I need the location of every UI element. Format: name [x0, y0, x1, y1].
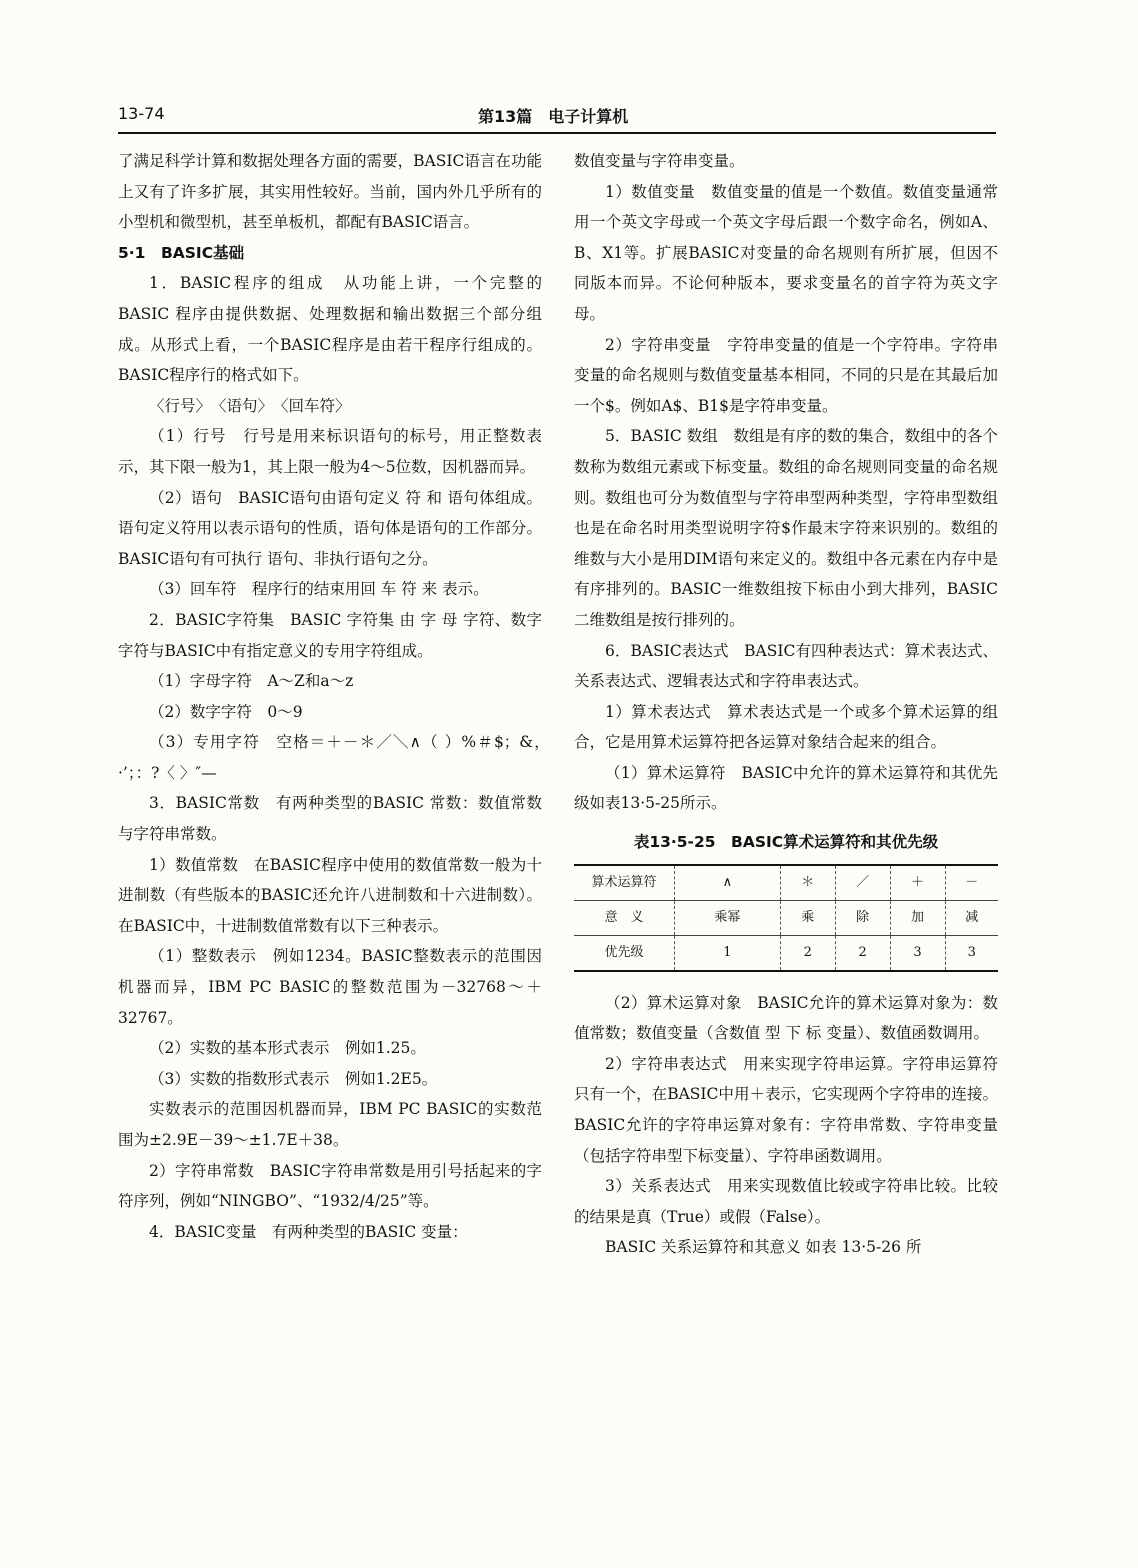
paragraph: （2）数字字符 0～9 [149, 702, 303, 721]
paragraph: 4．BASIC变量 有两种类型的BASIC 变量： [149, 1222, 468, 1241]
paragraph: BASIC 关系运算符和其意义 如表 13·5-26 所 [605, 1238, 922, 1257]
paragraph: 2）字符串常数 BASIC字符串常数是用引号括起来的字符序列，例如“NINGBO”、“1932/4/25”等。 [118, 1161, 542, 1211]
paragraph: 2）字符串表达式 用来实现字符串运算。字符串运算符只有一个，在BASIC中用＋表示，它实现两个字符串的连接。BASIC允许的字符串运算对象有：字符串常数、字符串变量（包括字符串型下标变量）、字符串函数调用。 [574, 1054, 998, 1165]
table-cell: 乘 [780, 900, 835, 935]
section-heading: 5·1 BASIC基础 [118, 243, 245, 262]
paragraph: 2）字符串变量 字符串变量的值是一个字符串。字符串变量的命名规则与数值变量基本相同，不同的只是在其最后加一个$。例如A$、B1$是字符串变量。 [574, 335, 998, 415]
table-cell: 3 [890, 935, 945, 971]
paragraph: 3．BASIC常数 有两种类型的BASIC 常数：数值常数与字符串常数。 [118, 794, 542, 844]
paragraph: 数值变量与字符串变量。 [574, 152, 745, 170]
paragraph: 3）关系表达式 用来实现数值比较或字符串比较。比较的结果是真（True）或假（False）。 [574, 1177, 998, 1226]
paragraph: （2）实数的基本形式表示 例如1.25。 [149, 1039, 426, 1058]
paragraph: 2．BASIC字符集 BASIC 字符集 由 字 母 字符、数字字符与BASIC中有指定意义的专用字符组成。 [118, 610, 542, 660]
paragraph: 了满足科学计算和数据处理各方面的需要，BASIC语言在功能上又有了许多扩展，其实用性较好。当前，国内外几乎所有的小型机和微型机，甚至单板机，都配有BASIC语言。 [118, 152, 542, 232]
header-rule [118, 132, 996, 134]
paragraph: 1）算术表达式 算术表达式是一个或多个算术运算的组合，它是用算术运算符把各运算对象结合起来的组合。 [574, 702, 998, 752]
left-column [118, 146, 542, 1247]
table-cell: 意 义 [574, 900, 675, 935]
paragraph: 1）数值常数 在BASIC程序中使用的数值常数一般为十进制数（有些版本的BASIC还允许八进制数和十六进制数）。在BASIC中，十进制数值常数有以下三种表示。 [118, 855, 542, 935]
paragraph: 实数表示的范围因机器而异，IBM PC BASIC的实数范围为±2.9E－39～±1.7E＋38。 [118, 1100, 542, 1149]
table-cell: 减 [945, 900, 998, 935]
chapter-title: 第13篇 电子计算机 [478, 107, 629, 126]
page-header [118, 104, 998, 134]
paragraph: （3）回车符 程序行的结束用回 车 符 来 表示。 [149, 580, 489, 599]
right-column [574, 146, 998, 1263]
table-cell: 2 [780, 935, 835, 971]
table-cell: 2 [835, 935, 890, 971]
table-cell: － [945, 865, 998, 901]
paragraph: （2）语句 BASIC语句由语句定义 符 和 语句体组成。语句定义符用以表示语句的性质，语句体是语句的工作部分。BASIC语句有可执行 语句、非执行语句之分。 [118, 488, 542, 568]
table-cell: 除 [835, 900, 890, 935]
table-row [574, 935, 998, 971]
paragraph: 6．BASIC表达式 BASIC有四种表达式：算术表达式、关系表达式、逻辑表达式和字符串表达式。 [574, 641, 998, 691]
paragraph: （1）字母字符 A～Z和a～z [149, 672, 354, 691]
format-line: 〈行号〉 〈语句〉 〈回车符〉 [149, 396, 351, 415]
paragraph: （1）行号 行号是用来标识语句的标号，用正整数表示，其下限一般为1，其上限一般为4～5位数，因机器而异。 [118, 427, 542, 476]
paragraph: （1）整数表示 例如1234。BASIC整数表示的范围因机器而异，IBM PC BASIC的整数范围为－32768～＋32767。 [118, 947, 542, 1027]
paragraph: （3）实数的指数形式表示 例如1.2E5。 [149, 1069, 438, 1088]
table-cell: ＋ [890, 865, 945, 901]
table-title: 表13·5-25 BASIC算术运算符和其优先级 [633, 833, 939, 852]
paragraph: （1）算术运算符 BASIC中允许的算术运算符和其优先级如表13·5-25所示。 [574, 763, 998, 813]
table-cell: ＊ [780, 865, 835, 901]
table-cell: 算术运算符 [574, 865, 675, 901]
operator-table [574, 864, 998, 972]
table-cell: 乘幂 [675, 900, 781, 935]
page-number: 13-74 [118, 104, 165, 123]
table-row [574, 900, 998, 935]
table-cell: ／ [835, 865, 890, 901]
table-cell: 优先级 [574, 935, 675, 971]
paragraph: （3）专用字符 空格＝＋－＊／＼∧（ ）%＃$；&，·’；：?〈 〉″— [118, 733, 542, 782]
paragraph: （2）算术运算对象 BASIC允许的算术运算对象为：数值常数；数值变量（含数值 型 下 标 变量）、数值函数调用。 [574, 993, 998, 1043]
table-row [574, 865, 998, 901]
table-cell: 加 [890, 900, 945, 935]
paragraph: 1．BASIC程序的组成 从功能上讲，一个完整的 BASIC 程序由提供数据、处理数据和输出数据三个部分组成。从形式上看，一个BASIC程序是由若干程序行组成的。BASIC程序行的格式如下。 [118, 274, 542, 385]
paragraph: 1）数值变量 数值变量的值是一个数值。数值变量通常用一个英文字母或一个英文字母后跟一个数字命名，例如A、B、X1等。扩展BASIC对变量的命名规则有所扩展，但因不同版本而异。不论何种版本，要求变量名的首字符为英文字母。 [574, 182, 998, 323]
table-cell: ∧ [675, 865, 781, 901]
paragraph: 5．BASIC 数组 数组是有序的数的集合，数组中的各个数称为数组元素或下标变量。数组的命名规则同变量的命名规则。数组也可分为数值型与字符串型两种类型，字符串型数组也是在命名时用类型说明字符$作最末字符来识别的。数组的维数与大小是用DIM语句来定义的。数组中各元素在内存中是有序排列的。BASIC一维数组按下标由小到大排列，BASIC二维数组是按行排列的。 [574, 427, 998, 629]
table-cell: 3 [967, 944, 976, 960]
table-cell: 1 [675, 935, 781, 971]
